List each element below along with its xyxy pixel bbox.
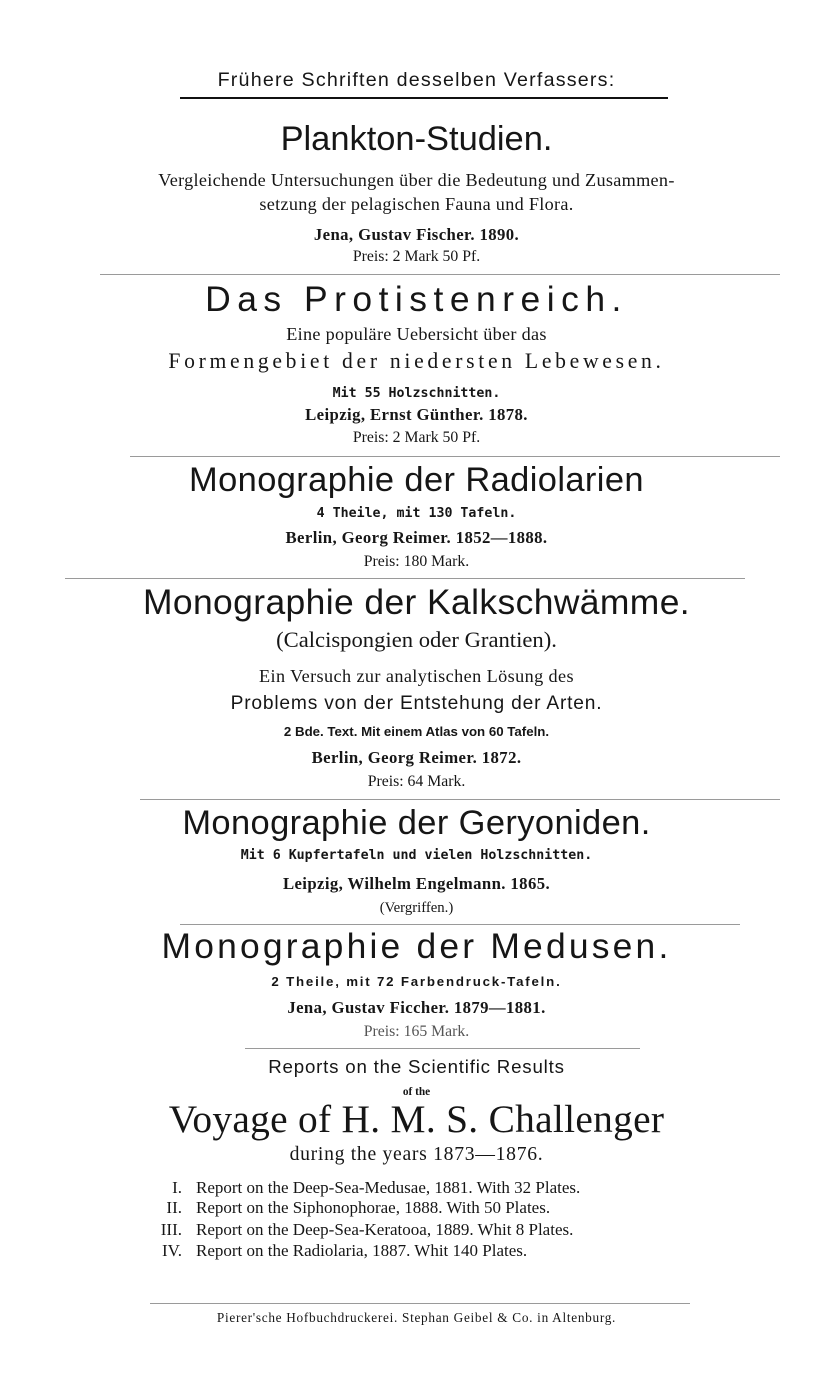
report-number: IV. <box>162 1241 182 1260</box>
geryoniden-title: Monographie der Geryoniden. <box>182 804 651 842</box>
kalkschwaemme-title: Monographie der Kalkschwämme. <box>142 582 691 622</box>
protisten-title: Das Protistenreich. <box>205 279 628 319</box>
challenger-title: Voyage of H. M. S. Challenger <box>168 1097 665 1141</box>
geryoniden-publisher: Leipzig, Wilhelm Engelmann. 1865. <box>282 874 551 893</box>
kalkschwaemme-volumes-note: 2 Bde. Text. Mit einem Atlas von 60 Tafeln. <box>283 724 550 739</box>
protisten-description-line1: Eine populäre Uebersicht über das <box>286 324 547 344</box>
medusen-title: Monographie der Medusen. <box>161 926 672 966</box>
medusen-price: Preis: 165 Mark. <box>363 1023 470 1040</box>
plankton-description-line2: setzung der pelagischen Fauna und Flora. <box>259 194 574 214</box>
plankton-publisher: Jena, Gustav Fischer. 1890. <box>313 225 520 244</box>
report-text: Report on the Radiolaria, 1887. Whit 140 Plates. <box>196 1241 528 1260</box>
divider-5 <box>180 924 740 925</box>
protisten-price: Preis: 2 Mark 50 Pf. <box>352 429 481 446</box>
radiolarien-title: Monographie der Radiolarien <box>189 461 644 499</box>
geryoniden-illustrations-note: Mit 6 Kupfertafeln und vielen Holzschnitten. <box>240 848 593 863</box>
divider-6 <box>245 1048 640 1049</box>
radiolarien-price: Preis: 180 Mark. <box>363 553 470 570</box>
report-number: I. <box>172 1178 182 1197</box>
plankton-title: Plankton-Studien. <box>280 120 553 158</box>
kalkschwaemme-publisher: Berlin, Georg Reimer. 1872. <box>311 748 522 767</box>
challenger-report-list <box>150 1179 750 1269</box>
report-text: Report on the Deep-Sea-Keratooa, 1889. Whit 8 Plates. <box>196 1220 574 1239</box>
challenger-intro: Reports on the Scientific Results <box>268 1056 565 1077</box>
challenger-of-the: of the <box>402 1086 431 1098</box>
report-text: Report on the Deep-Sea-Medusae, 1881. With 32 Plates. <box>196 1178 581 1197</box>
medusen-publisher: Jena, Gustav Ficcher. 1879—1881. <box>287 998 546 1017</box>
plankton-price: Preis: 2 Mark 50 Pf. <box>352 248 481 265</box>
footer-divider <box>150 1303 690 1304</box>
protisten-publisher: Leipzig, Ernst Günther. 1878. <box>305 405 528 424</box>
protisten-description-line2: Formengebiet der niedersten Lebewesen. <box>168 349 665 373</box>
protisten-illustrations-note: Mit 55 Holzschnitten. <box>332 386 501 401</box>
plankton-description-line1: Vergleichende Untersuchungen über die Bedeutung und Zusammen- <box>158 170 675 190</box>
radiolarien-plates-note: 4 Theile, mit 130 Tafeln. <box>316 506 517 521</box>
header-heading: Frühere Schriften desselben Verfassers: <box>217 69 616 91</box>
challenger-years: during the years 1873—1876. <box>289 1143 544 1165</box>
geryoniden-availability: (Vergriffen.) <box>379 900 454 916</box>
printer-footer: Pierer'sche Hofbuchdruckerei. Stephan Geibel & Co. in Altenburg. <box>216 1310 617 1325</box>
report-number: III. <box>160 1220 182 1239</box>
divider-1 <box>100 274 780 275</box>
report-text: Report on the Siphonophorae, 1888. With 50 Plates. <box>196 1198 551 1217</box>
medusen-plates-note: 2 Theile, mit 72 Farbendruck-Tafeln. <box>271 974 562 989</box>
kalkschwaemme-description-line2: Problems von der Entstehung der Arten. <box>230 693 603 714</box>
kalkschwaemme-subtitle: (Calcispongien oder Grantien). <box>276 627 557 652</box>
radiolarien-publisher: Berlin, Georg Reimer. 1852—1888. <box>285 528 548 547</box>
kalkschwaemme-description-line1: Ein Versuch zur analytischen Lösung des <box>258 666 575 686</box>
header-underline <box>180 97 668 99</box>
report-number: II. <box>166 1198 182 1217</box>
divider-2 <box>130 456 780 457</box>
divider-3 <box>65 578 745 579</box>
kalkschwaemme-price: Preis: 64 Mark. <box>367 773 466 790</box>
divider-4 <box>140 799 780 800</box>
